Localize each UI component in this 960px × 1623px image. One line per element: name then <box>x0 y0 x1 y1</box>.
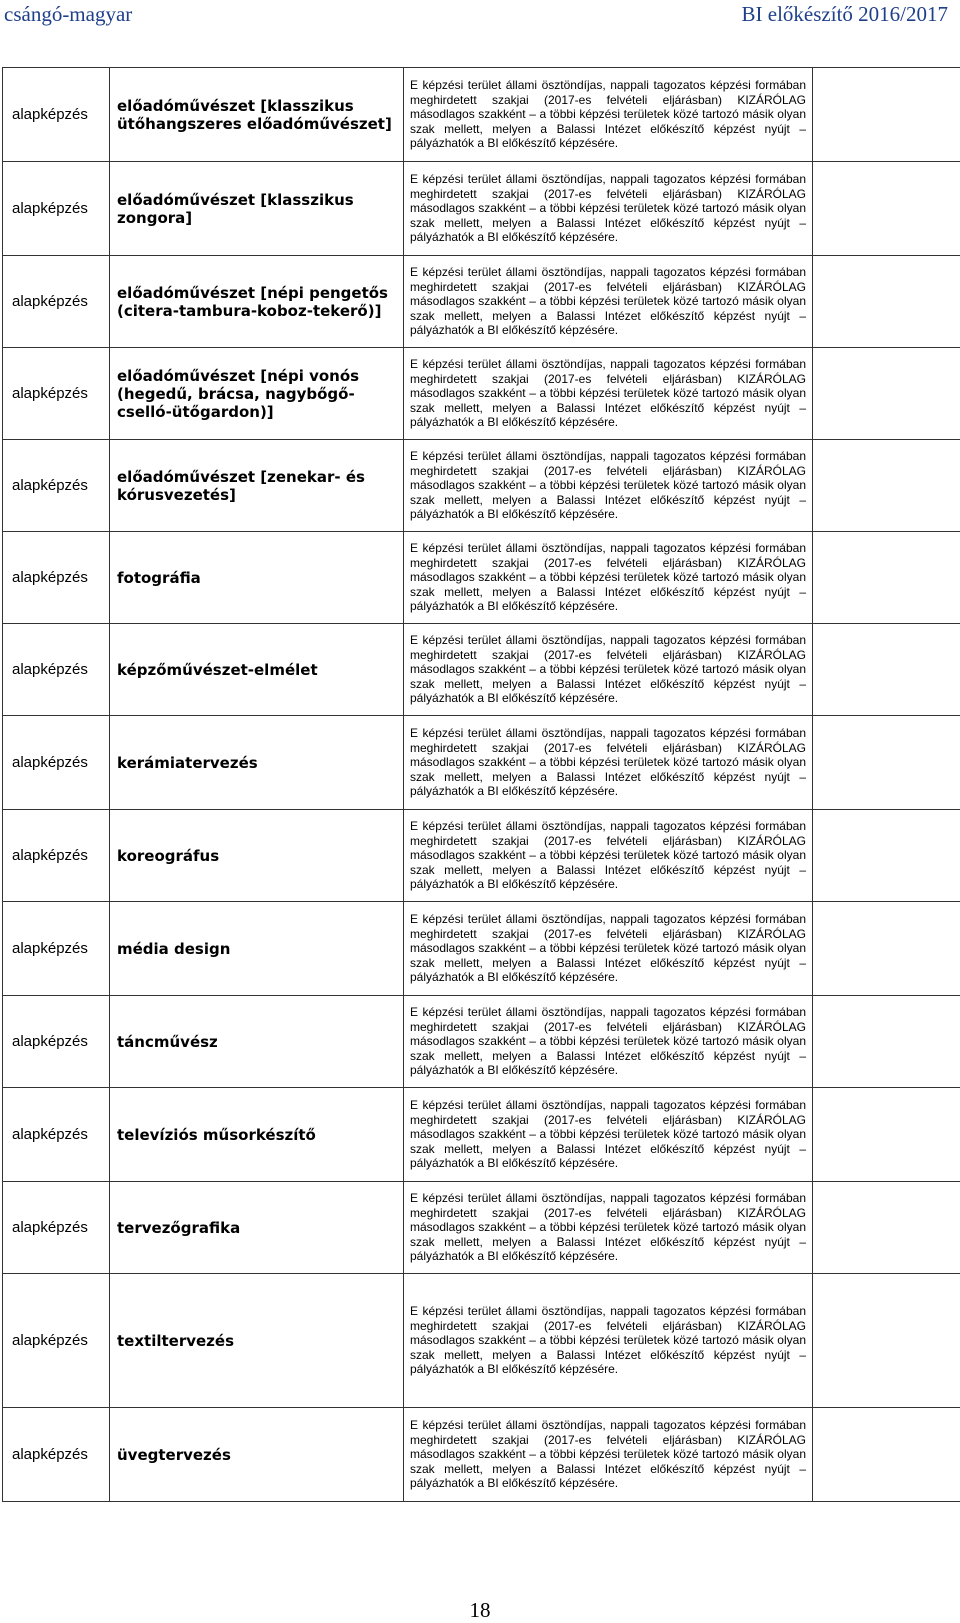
table-body <box>3 68 960 1502</box>
table-row <box>3 162 960 256</box>
program-name-cell: koreográfus <box>110 810 404 902</box>
empty-cell <box>813 1182 960 1274</box>
description-cell: E képzési terület állami ösztöndíjas, nappali tagozatos képzési formában meghirdetett szakjai (2017-es felvételi eljárásban) KIZÁRÓLAG másodlagos szakként – a többi képzési területek közé tartozó másik olyan szak mellett, melyen a Balassi Intézet előkészítő képzést nyújt – pályázhatók a BI előkészítő képzésére. <box>404 624 813 716</box>
program-name-cell: tervezőgrafika <box>110 1182 404 1274</box>
description-cell: E képzési terület állami ösztöndíjas, nappali tagozatos képzési formában meghirdetett szakjai (2017-es felvételi eljárásban) KIZÁRÓLAG másodlagos szakként – a többi képzési területek közé tartozó másik olyan szak mellett, melyen a Balassi Intézet előkészítő képzést nyújt – pályázhatók a BI előkészítő képzésére. <box>404 1088 813 1182</box>
empty-cell <box>813 1274 960 1408</box>
program-name-cell: képzőművészet-elmélet <box>110 624 404 716</box>
level-cell: alapképzés <box>3 1182 110 1274</box>
description-cell: E képzési terület állami ösztöndíjas, nappali tagozatos képzési formában meghirdetett szakjai (2017-es felvételi eljárásban) KIZÁRÓLAG másodlagos szakként – a többi képzési területek közé tartozó másik olyan szak mellett, melyen a Balassi Intézet előkészítő képzést nyújt – pályázhatók a BI előkészítő képzésére. <box>404 162 813 256</box>
level-cell: alapképzés <box>3 440 110 532</box>
table-row <box>3 440 960 532</box>
program-name-cell: kerámiatervezés <box>110 716 404 810</box>
description-cell: E képzési terület állami ösztöndíjas, nappali tagozatos képzési formában meghirdetett szakjai (2017-es felvételi eljárásban) KIZÁRÓLAG másodlagos szakként – a többi képzési területek közé tartozó másik olyan szak mellett, melyen a Balassi Intézet előkészítő képzést nyújt – pályázhatók a BI előkészítő képzésére. <box>404 68 813 162</box>
table-row <box>3 348 960 440</box>
program-name-cell: előadóművészet [népi vonós (hegedű, brácsa, nagybőgő-cselló-ütőgardon)] <box>110 348 404 440</box>
programs-table <box>2 67 960 1502</box>
empty-cell <box>813 1408 960 1502</box>
level-cell: alapképzés <box>3 1274 110 1408</box>
level-cell: alapképzés <box>3 348 110 440</box>
table-row <box>3 1274 960 1408</box>
table-row <box>3 810 960 902</box>
description-cell: E képzési terület állami ösztöndíjas, nappali tagozatos képzési formában meghirdetett szakjai (2017-es felvételi eljárásban) KIZÁRÓLAG másodlagos szakként – a többi képzési területek közé tartozó másik olyan szak mellett, melyen a Balassi Intézet előkészítő képzést nyújt – pályázhatók a BI előkészítő képzésére. <box>404 1182 813 1274</box>
empty-cell <box>813 716 960 810</box>
level-cell: alapképzés <box>3 68 110 162</box>
program-name-cell: textiltervezés <box>110 1274 404 1408</box>
program-name-cell: előadóművészet [zenekar- és kórusvezetés] <box>110 440 404 532</box>
header-left-title: csángó-magyar <box>4 2 132 27</box>
table-row <box>3 532 960 624</box>
empty-cell <box>813 68 960 162</box>
description-cell: E képzési terület állami ösztöndíjas, nappali tagozatos képzési formában meghirdetett szakjai (2017-es felvételi eljárásban) KIZÁRÓLAG másodlagos szakként – a többi képzési területek közé tartozó másik olyan szak mellett, melyen a Balassi Intézet előkészítő képzést nyújt – pályázhatók a BI előkészítő képzésére. <box>404 1408 813 1502</box>
program-name-cell: média design <box>110 902 404 996</box>
table-row <box>3 1088 960 1182</box>
table-row <box>3 902 960 996</box>
description-cell: E képzési terület állami ösztöndíjas, nappali tagozatos képzési formában meghirdetett szakjai (2017-es felvételi eljárásban) KIZÁRÓLAG másodlagos szakként – a többi képzési területek közé tartozó másik olyan szak mellett, melyen a Balassi Intézet előkészítő képzést nyújt – pályázhatók a BI előkészítő képzésére. <box>404 440 813 532</box>
header-right-title: BI előkészítő 2016/2017 <box>742 2 948 27</box>
level-cell: alapképzés <box>3 716 110 810</box>
description-cell: E képzési terület állami ösztöndíjas, nappali tagozatos képzési formában meghirdetett szakjai (2017-es felvételi eljárásban) KIZÁRÓLAG másodlagos szakként – a többi képzési területek közé tartozó másik olyan szak mellett, melyen a Balassi Intézet előkészítő képzést nyújt – pályázhatók a BI előkészítő képzésére. <box>404 348 813 440</box>
level-cell: alapképzés <box>3 256 110 348</box>
table-row <box>3 624 960 716</box>
empty-cell <box>813 162 960 256</box>
level-cell: alapképzés <box>3 902 110 996</box>
empty-cell <box>813 256 960 348</box>
empty-cell <box>813 1088 960 1182</box>
table-row <box>3 996 960 1088</box>
description-cell: E képzési terület állami ösztöndíjas, nappali tagozatos képzési formában meghirdetett szakjai (2017-es felvételi eljárásban) KIZÁRÓLAG másodlagos szakként – a többi képzési területek közé tartozó másik olyan szak mellett, melyen a Balassi Intézet előkészítő képzést nyújt – pályázhatók a BI előkészítő képzésére. <box>404 1274 813 1408</box>
table-row <box>3 256 960 348</box>
description-cell: E képzési terület állami ösztöndíjas, nappali tagozatos képzési formában meghirdetett szakjai (2017-es felvételi eljárásban) KIZÁRÓLAG másodlagos szakként – a többi képzési területek közé tartozó másik olyan szak mellett, melyen a Balassi Intézet előkészítő képzést nyújt – pályázhatók a BI előkészítő képzésére. <box>404 810 813 902</box>
empty-cell <box>813 902 960 996</box>
program-name-cell: táncművész <box>110 996 404 1088</box>
level-cell: alapképzés <box>3 1408 110 1502</box>
program-name-cell: előadóművészet [klasszikus ütőhangszeres előadóművészet] <box>110 68 404 162</box>
table-row <box>3 716 960 810</box>
program-name-cell: televíziós műsorkészítő <box>110 1088 404 1182</box>
level-cell: alapképzés <box>3 162 110 256</box>
empty-cell <box>813 348 960 440</box>
empty-cell <box>813 440 960 532</box>
level-cell: alapképzés <box>3 810 110 902</box>
description-cell: E képzési terület állami ösztöndíjas, nappali tagozatos képzési formában meghirdetett szakjai (2017-es felvételi eljárásban) KIZÁRÓLAG másodlagos szakként – a többi képzési területek közé tartozó másik olyan szak mellett, melyen a Balassi Intézet előkészítő képzést nyújt – pályázhatók a BI előkészítő képzésére. <box>404 532 813 624</box>
description-cell: E képzési terület állami ösztöndíjas, nappali tagozatos képzési formában meghirdetett szakjai (2017-es felvételi eljárásban) KIZÁRÓLAG másodlagos szakként – a többi képzési területek közé tartozó másik olyan szak mellett, melyen a Balassi Intézet előkészítő képzést nyújt – pályázhatók a BI előkészítő képzésére. <box>404 716 813 810</box>
level-cell: alapképzés <box>3 1088 110 1182</box>
empty-cell <box>813 532 960 624</box>
program-name-cell: előadóművészet [népi pengetős (citera-tambura-koboz-tekerő)] <box>110 256 404 348</box>
description-cell: E képzési terület állami ösztöndíjas, nappali tagozatos képzési formában meghirdetett szakjai (2017-es felvételi eljárásban) KIZÁRÓLAG másodlagos szakként – a többi képzési területek közé tartozó másik olyan szak mellett, melyen a Balassi Intézet előkészítő képzést nyújt – pályázhatók a BI előkészítő képzésére. <box>404 996 813 1088</box>
page-number: 18 <box>0 1598 960 1623</box>
level-cell: alapképzés <box>3 996 110 1088</box>
level-cell: alapképzés <box>3 532 110 624</box>
empty-cell <box>813 810 960 902</box>
level-cell: alapképzés <box>3 624 110 716</box>
program-name-cell: előadóművészet [klasszikus zongora] <box>110 162 404 256</box>
program-name-cell: üvegtervezés <box>110 1408 404 1502</box>
page-header <box>0 0 960 34</box>
empty-cell <box>813 624 960 716</box>
table-row <box>3 68 960 162</box>
table-row <box>3 1182 960 1274</box>
table-row <box>3 1408 960 1502</box>
program-name-cell: fotográfia <box>110 532 404 624</box>
description-cell: E képzési terület állami ösztöndíjas, nappali tagozatos képzési formában meghirdetett szakjai (2017-es felvételi eljárásban) KIZÁRÓLAG másodlagos szakként – a többi képzési területek közé tartozó másik olyan szak mellett, melyen a Balassi Intézet előkészítő képzést nyújt – pályázhatók a BI előkészítő képzésére. <box>404 256 813 348</box>
empty-cell <box>813 996 960 1088</box>
description-cell: E képzési terület állami ösztöndíjas, nappali tagozatos képzési formában meghirdetett szakjai (2017-es felvételi eljárásban) KIZÁRÓLAG másodlagos szakként – a többi képzési területek közé tartozó másik olyan szak mellett, melyen a Balassi Intézet előkészítő képzést nyújt – pályázhatók a BI előkészítő képzésére. <box>404 902 813 996</box>
